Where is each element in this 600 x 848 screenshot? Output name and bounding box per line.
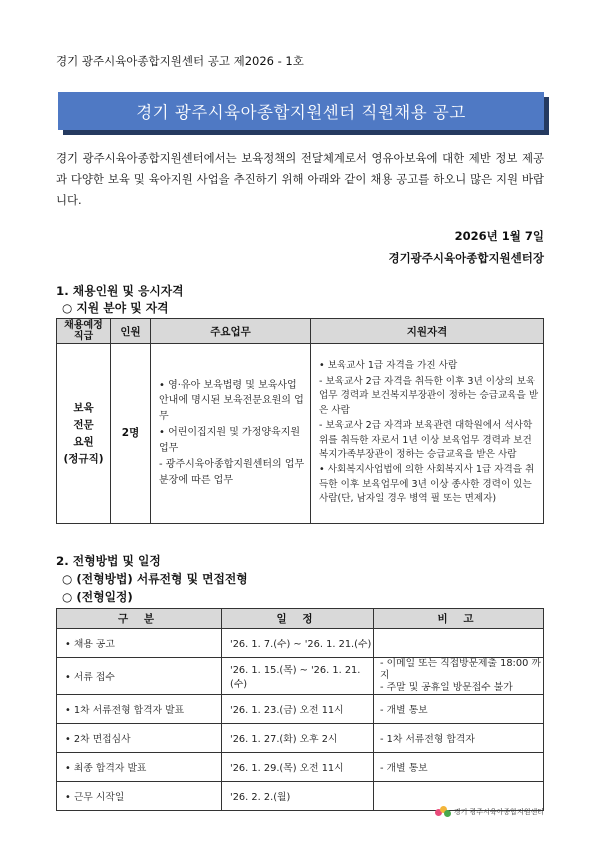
note-cell: - 개별 통보 — [374, 695, 544, 724]
section2-heading: 2. 전형방법 및 일정 — [56, 554, 161, 568]
section2-schedule-heading: ○ (전형일정) — [62, 590, 133, 604]
schedule-cell: '26. 1. 7.(수) ~ '26. 1. 21.(수) — [222, 629, 374, 658]
qual-item: - 보육교사 2급 자격을 취득한 이후 3년 이상의 보육 업무 경력과 보건복지부장관이 정하는 승급교육을 받은 사람 — [319, 375, 539, 416]
table-header-row — [57, 319, 544, 344]
schedule-cell: '26. 2. 2.(월) — [222, 782, 374, 811]
note-cell: - 개별 통보 — [374, 753, 544, 782]
stage-cell: • 1차 서류전형 합격자 발표 — [57, 695, 222, 724]
note-cell: - 1차 서류전형 합격자 — [374, 724, 544, 753]
notice-sender: 경기광주시육아종합지원센터장 — [388, 251, 544, 265]
section1-subheading: ○ 지원 분야 및 자격 — [62, 301, 169, 315]
schedule-cell: '26. 1. 23.(금) 오전 11시 — [222, 695, 374, 724]
header-schedule: 일 정 — [222, 609, 374, 629]
qualification-table — [56, 318, 544, 524]
qual-item: - 보육교사 2급 자격과 보육관련 대학원에서 석사학위를 취득한 자로서 1년 이상 보육업무 경력과 보건복지가족부장관이 정하는 승급교육을 받은 사람 — [319, 420, 533, 460]
position-cell: 보육 전문 요원 (정규직) — [57, 344, 111, 524]
header-stage: 구 분 — [57, 609, 222, 629]
header-quals: 지원자격 — [311, 319, 544, 344]
header-note: 비 고 — [374, 609, 544, 629]
table-row — [57, 724, 544, 753]
stage-cell: • 근무 시작일 — [57, 782, 222, 811]
intro-paragraph: 경기 광주시육아종합지원센터에서는 보육정책의 전달체계로서 영유아보육에 대한 제반 정보 제공과 다양한 보육 및 육아지원 사업을 추진하기 위해 아래와 같이 채용 공고를 하오니 많은 지원 바랍니다. — [56, 151, 544, 207]
title-banner — [58, 92, 544, 130]
center-logo-icon — [435, 806, 451, 818]
stage-cell: • 서류 접수 — [57, 658, 222, 695]
footer — [435, 806, 544, 818]
table-row — [57, 629, 544, 658]
table-row — [57, 344, 544, 524]
footer-label: 경기 광주시육아종합지원센터 — [453, 808, 544, 816]
table-row — [57, 695, 544, 724]
note-cell — [374, 629, 544, 658]
note-cell: - 이메일 또는 직접방문제출 18:00 까지 - 주말 및 공휴일 방문접수 불가 — [374, 658, 544, 695]
table-row — [57, 658, 544, 695]
duty-item: • 영·유아 보육법령 및 보육사업안내에 명시된 보육전문요원의 업무 — [159, 379, 304, 422]
notice-date: 2026년 1월 7일 — [454, 229, 544, 243]
count-cell: 2명 — [111, 344, 151, 524]
duties-cell — [151, 344, 311, 524]
header-position: 채용예정 직급 — [57, 319, 111, 344]
qual-item: • 사회복지사업법에 의한 사회복지사 1급 자격을 취득한 이후 보육업무에 3년 이상 종사한 경력이 있는 사람(단, 남자일 경우 병역 필 또는 면제자) — [319, 464, 535, 505]
schedule-cell: '26. 1. 29.(목) 오전 11시 — [222, 753, 374, 782]
header-count: 인원 — [111, 319, 151, 344]
schedule-cell: '26. 1. 15.(목) ~ '26. 1. 21.(수) — [222, 658, 374, 695]
table-header-row — [57, 609, 544, 629]
schedule-cell: '26. 1. 27.(화) 오후 2시 — [222, 724, 374, 753]
stage-cell: • 채용 공고 — [57, 629, 222, 658]
duty-item: • 어린이집지원 및 가정양육지원 업무 — [159, 427, 301, 454]
stage-cell: • 최종 합격자 발표 — [57, 753, 222, 782]
qual-item: • 보육교사 1급 자격을 가진 사람 — [319, 360, 458, 372]
duty-item: - 광주시육아종합지원센터의 업무분장에 따른 업무 — [159, 459, 305, 486]
quals-cell — [311, 344, 544, 524]
schedule-table — [56, 608, 544, 811]
notice-number: 경기 광주시육아종합지원센터 공고 제2026 - 1호 — [56, 54, 304, 68]
table-row — [57, 753, 544, 782]
page-title: 경기 광주시육아종합지원센터 직원채용 공고 — [136, 103, 466, 122]
section2-method: ○ (전형방법) 서류전형 및 면접전형 — [62, 572, 248, 586]
stage-cell: • 2차 면접심사 — [57, 724, 222, 753]
section1-heading: 1. 채용인원 및 응시자격 — [56, 284, 184, 298]
header-duties: 주요업무 — [151, 319, 311, 344]
